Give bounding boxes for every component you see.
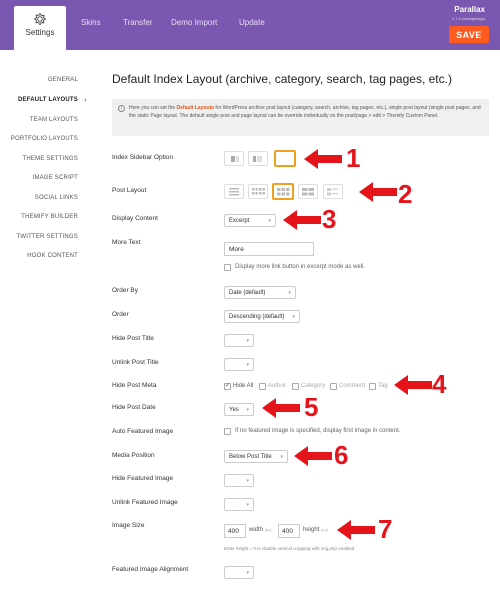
info-suffix: for WordPress archive post layout (category, search, archive, tag pages, etc.), single post layout (single post pages, and the static Page layout. The default single post and page layout can be override individually on the post/page > edit > Themify Custom Panel. [129, 105, 481, 119]
chevron-down-icon: ▾ [246, 362, 249, 368]
hide-post-date-value: Yes [229, 407, 239, 413]
grid2-layout-icon [299, 185, 317, 198]
post-layout-grid3[interactable] [272, 183, 294, 200]
sidebar-item-default-layouts[interactable]: DEFAULT LAYOUTS [17, 97, 78, 103]
meta-comment-checkbox[interactable] [330, 383, 337, 390]
annotation-arrow-3 [283, 209, 321, 231]
meta-author-checkbox[interactable] [259, 383, 266, 390]
meta-hide-all-label: Hide All [233, 383, 254, 389]
annotation-arrow-5 [262, 397, 300, 419]
chevron-down-icon: ▾ [246, 478, 249, 484]
settings-tab-label: Settings [25, 28, 55, 37]
width-unit-label [249, 527, 272, 533]
width-px-unit: (px) [264, 527, 272, 532]
annotation-arrow-1 [304, 148, 342, 170]
info-notice [112, 99, 489, 136]
sidebar-item-social-links[interactable]: SOCIAL LINKS [34, 195, 78, 201]
post-layout-list[interactable] [224, 184, 244, 199]
meta-tag-checkbox[interactable] [369, 383, 376, 390]
tab-update[interactable]: Update [239, 18, 265, 27]
label-post-layout: Post Layout [112, 187, 147, 194]
sidebar-item-hook-content[interactable]: HOOK CONTENT [27, 253, 78, 259]
meta-category-checkbox[interactable] [292, 383, 299, 390]
image-height-input[interactable]: 400 [278, 524, 300, 538]
more-link-checkbox-label: Display more link button in excerpt mode as well. [235, 264, 366, 270]
sidebar-right-icon [249, 152, 267, 165]
label-hide-post-title: Hide Post Title [112, 335, 154, 342]
height-label: height [303, 527, 320, 533]
sidebar-item-team-layouts[interactable]: TEAM LAYOUTS [29, 117, 78, 123]
sidebar-item-portfolio-layouts[interactable]: PORTFOLIO LAYOUTS [10, 136, 78, 142]
chevron-down-icon: ▾ [292, 314, 295, 320]
meta-comment-label: Comment [339, 383, 366, 389]
label-order-by: Order By [112, 287, 139, 294]
sidebar-left-icon [225, 152, 243, 165]
chevron-down-icon: ▾ [288, 290, 291, 296]
label-unlink-post-title: Unlink Post Title [112, 359, 159, 366]
post-layout-grid2[interactable] [298, 184, 318, 199]
annotation-arrow-6 [294, 445, 332, 467]
tab-settings[interactable] [14, 6, 66, 50]
more-text-input[interactable]: More [224, 242, 314, 256]
order-select[interactable] [224, 310, 300, 323]
height-px-unit: (px) [321, 527, 328, 532]
annotation-number-4-3: 3 [322, 204, 337, 234]
sidebar-item-twitter-settings[interactable]: TWITTER SETTINGS [16, 234, 78, 240]
label-index-sidebar-option: Index Sidebar Option [112, 154, 174, 161]
order-value: Descending (default) [229, 314, 285, 320]
chevron-right-icon: › [84, 95, 87, 104]
image-width-input[interactable]: 400 [224, 524, 246, 538]
theme-version[interactable]: 1.7.6 (changelogs) [451, 16, 485, 21]
more-link-checkbox[interactable] [224, 264, 231, 271]
sidebar-item-theme-settings[interactable]: THEME SETTINGS [22, 156, 78, 162]
annotation-arrow-4 [394, 374, 432, 396]
width-label: width [249, 527, 264, 533]
info-highlight: Default Layouts [176, 105, 215, 111]
sidebar-item-themify-builder[interactable]: THEMIFY BUILDER [21, 214, 78, 220]
info-text [129, 104, 483, 120]
display-content-value: Excerpt [229, 218, 250, 224]
hide-featured-image-select[interactable] [224, 474, 254, 487]
meta-tag-label: Tag [378, 383, 388, 389]
sidebar-option-left[interactable] [224, 151, 244, 166]
sidebar-item-general[interactable]: GENERAL [47, 77, 78, 83]
media-position-select[interactable] [224, 450, 288, 463]
unlink-featured-image-select[interactable] [224, 498, 254, 511]
thumbnail-layout-icon [324, 185, 342, 198]
label-featured-image-alignment: Featured Image Alignment [112, 566, 189, 573]
chevron-down-icon: ▾ [246, 502, 249, 508]
info-icon: i [118, 105, 125, 112]
sidebar-item-image-script[interactable]: IMAGE SCRIPT [32, 175, 78, 181]
tab-transfer[interactable]: Transfer [123, 18, 153, 27]
image-size-hint: Enter height = 0 to disable vertical cropping with img.php enabled [224, 546, 355, 551]
media-position-value: Below Post Title [229, 454, 272, 460]
save-button[interactable]: SAVE [449, 26, 489, 43]
annotation-number-7: 7 [378, 514, 393, 544]
label-order: Order [112, 311, 129, 318]
label-media-position: Media Position [112, 452, 155, 459]
chevron-down-icon: ▾ [246, 570, 249, 576]
theme-brand [452, 5, 485, 21]
label-hide-post-date: Hide Post Date [112, 404, 156, 411]
label-hide-featured-image: Hide Featured Image [112, 475, 174, 482]
hide-post-date-select[interactable] [224, 403, 254, 416]
sidebar-option-right[interactable] [248, 151, 268, 166]
label-auto-featured-image: Auto Featured Image [112, 428, 174, 435]
annotation-number-1: 1 [346, 143, 361, 173]
grid4-layout-icon [249, 185, 267, 198]
chevron-down-icon: ▾ [280, 454, 283, 460]
post-layout-grid4[interactable] [248, 184, 268, 199]
chevron-down-icon: ▾ [246, 338, 249, 344]
unlink-post-title-select[interactable] [224, 358, 254, 371]
grid3-layout-icon [274, 185, 292, 198]
label-image-size: Image Size [112, 522, 145, 529]
height-unit-label [303, 527, 328, 533]
chevron-down-icon: ▾ [246, 407, 249, 413]
annotation-arrow-2 [359, 181, 397, 203]
label-display-content: Display Content [112, 215, 158, 222]
auto-featured-image-checkbox[interactable] [224, 428, 231, 435]
post-layout-thumbnail[interactable] [323, 184, 343, 199]
label-more-text: More Text [112, 239, 141, 246]
hide-post-title-select[interactable] [224, 334, 254, 347]
order-by-select[interactable] [224, 286, 296, 299]
meta-category-label: Category [301, 383, 326, 389]
tab-demo-import[interactable]: Demo Import [171, 18, 218, 27]
order-by-value: Date (default) [229, 290, 266, 296]
annotation-number-5: 5 [304, 392, 319, 422]
meta-hide-all-checkbox[interactable] [224, 383, 231, 390]
info-prefix: Here you can set the [129, 105, 177, 111]
gear-icon [33, 12, 47, 26]
annotation-number-6: 6 [334, 440, 349, 470]
auto-featured-image-checkbox-label: If no featured image is specified, display first image in content. [235, 428, 401, 434]
tab-skins[interactable]: Skins [81, 18, 101, 27]
label-hide-post-meta: Hide Post Meta [112, 382, 157, 389]
annotation-arrow-7 [337, 519, 375, 541]
display-content-select[interactable] [224, 214, 276, 227]
featured-image-alignment-select[interactable] [224, 566, 254, 579]
label-unlink-featured-image: Unlink Featured Image [112, 499, 178, 506]
meta-author-label: Author [268, 383, 286, 389]
theme-name: Parallax [454, 5, 485, 14]
sidebar-option-none[interactable] [274, 150, 296, 167]
top-bar [0, 0, 500, 50]
list-layout-icon [225, 185, 243, 198]
page-title: Default Index Layout (archive, category, search, tag pages, etc.) [112, 72, 452, 86]
chevron-down-icon: ▾ [268, 218, 271, 224]
annotation-number-2: 2 [398, 179, 413, 209]
annotation-number-4: 4 [432, 369, 447, 399]
